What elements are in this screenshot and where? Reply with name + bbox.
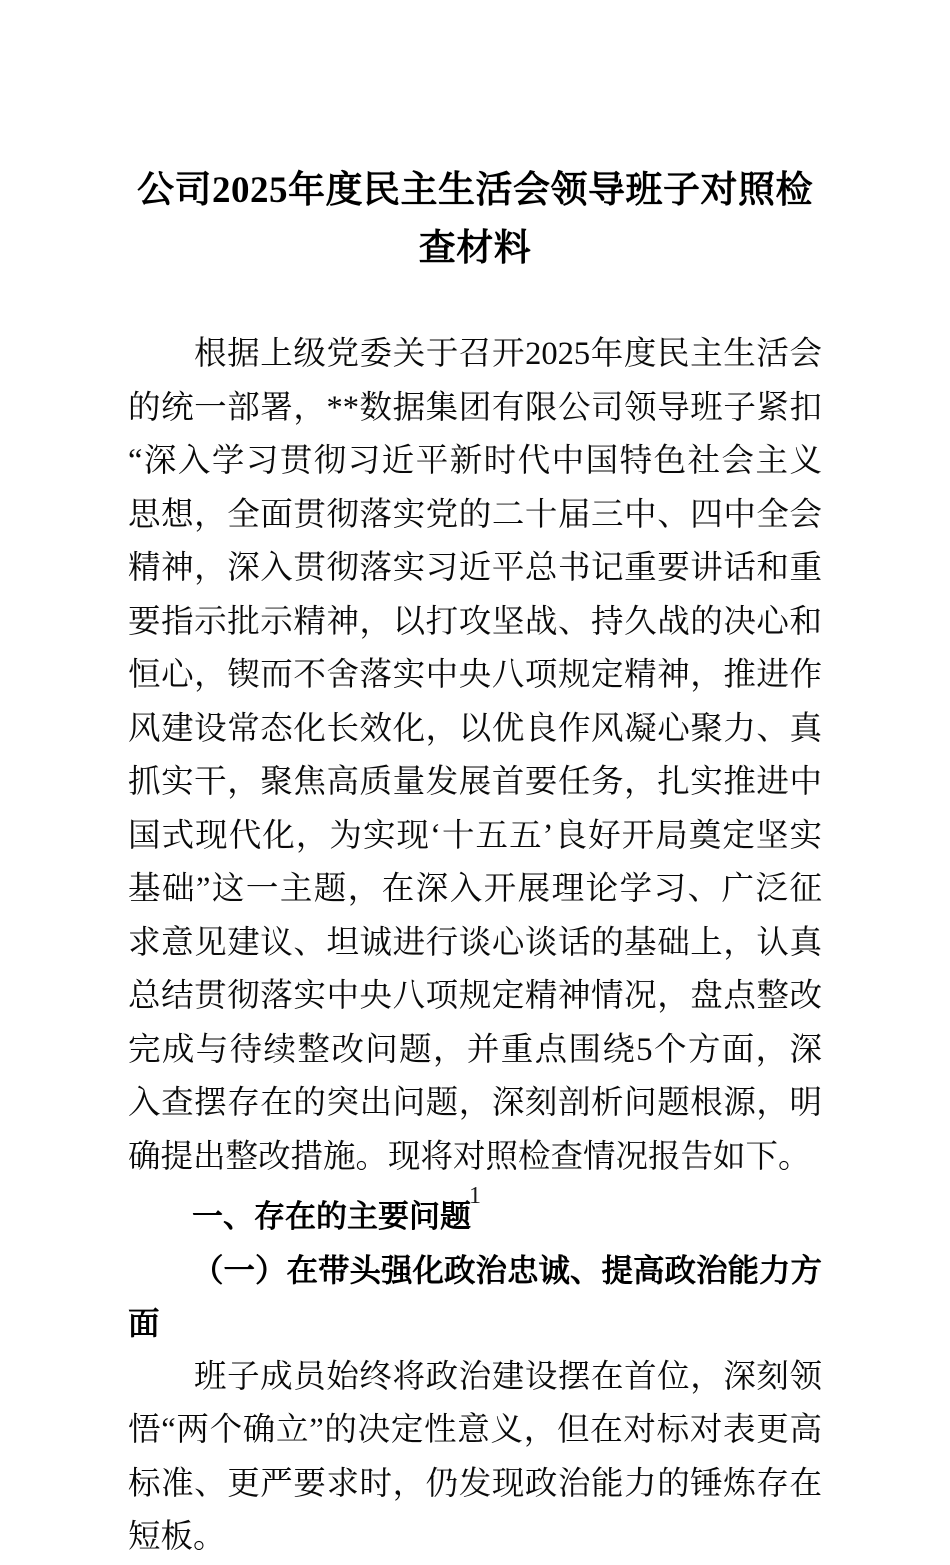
page-number: 1 <box>469 1183 481 1209</box>
subsection-paragraph-political-loyalty: 班子成员始终将政治建设摆在首位，深刻领悟“两个确立”的决定性意义，但在对标对表更高标准、更严要求时，仍发现政治能力的锤炼存在短板。 <box>128 1358 822 1555</box>
subsection-heading-political-loyalty: （一）在带头强化政治忠诚、提高政治能力方面 <box>128 1252 823 1341</box>
document-content <box>128 0 822 1565</box>
section-heading-main-problems: 一、存在的主要问题 <box>192 1199 471 1234</box>
page-title: 公司2025年度民主生活会领导班子对照检查材料 <box>137 170 813 269</box>
opening-paragraph: 根据上级党委关于召开2025年度民主生活会的统一部署，**数据集团有限公司领导班子紧扣“深入学习贯彻习近平新时代中国特色社会主义思想，全面贯彻落实党的二十届三中、四中全会精神，深入贯彻落实习近平总书记重要讲话和重要指示批示精神，以打攻坚战、持久战的决心和恒心，锲而不舍落实中央八项规定精神，推进作风建设常态化长效化，以优良作风凝心聚力、真抓实干，聚焦高质量发展首要任务，扎实推进中国式现代化，为实现‘十五五’良好开局奠定坚实基础”这一主题，在深入开展理论学习、广泛征求意见建议、坦诚进行谈心谈话的基础上，认真总结贯彻落实中央八项规定精神情况，盘点整改完成与待续整改问题，并重点围绕5个方面，深入查摆存在的突出问题，深刻剖析问题根源，明确提出整改措施。现将对照检查情况报告如下。 <box>128 336 822 1175</box>
